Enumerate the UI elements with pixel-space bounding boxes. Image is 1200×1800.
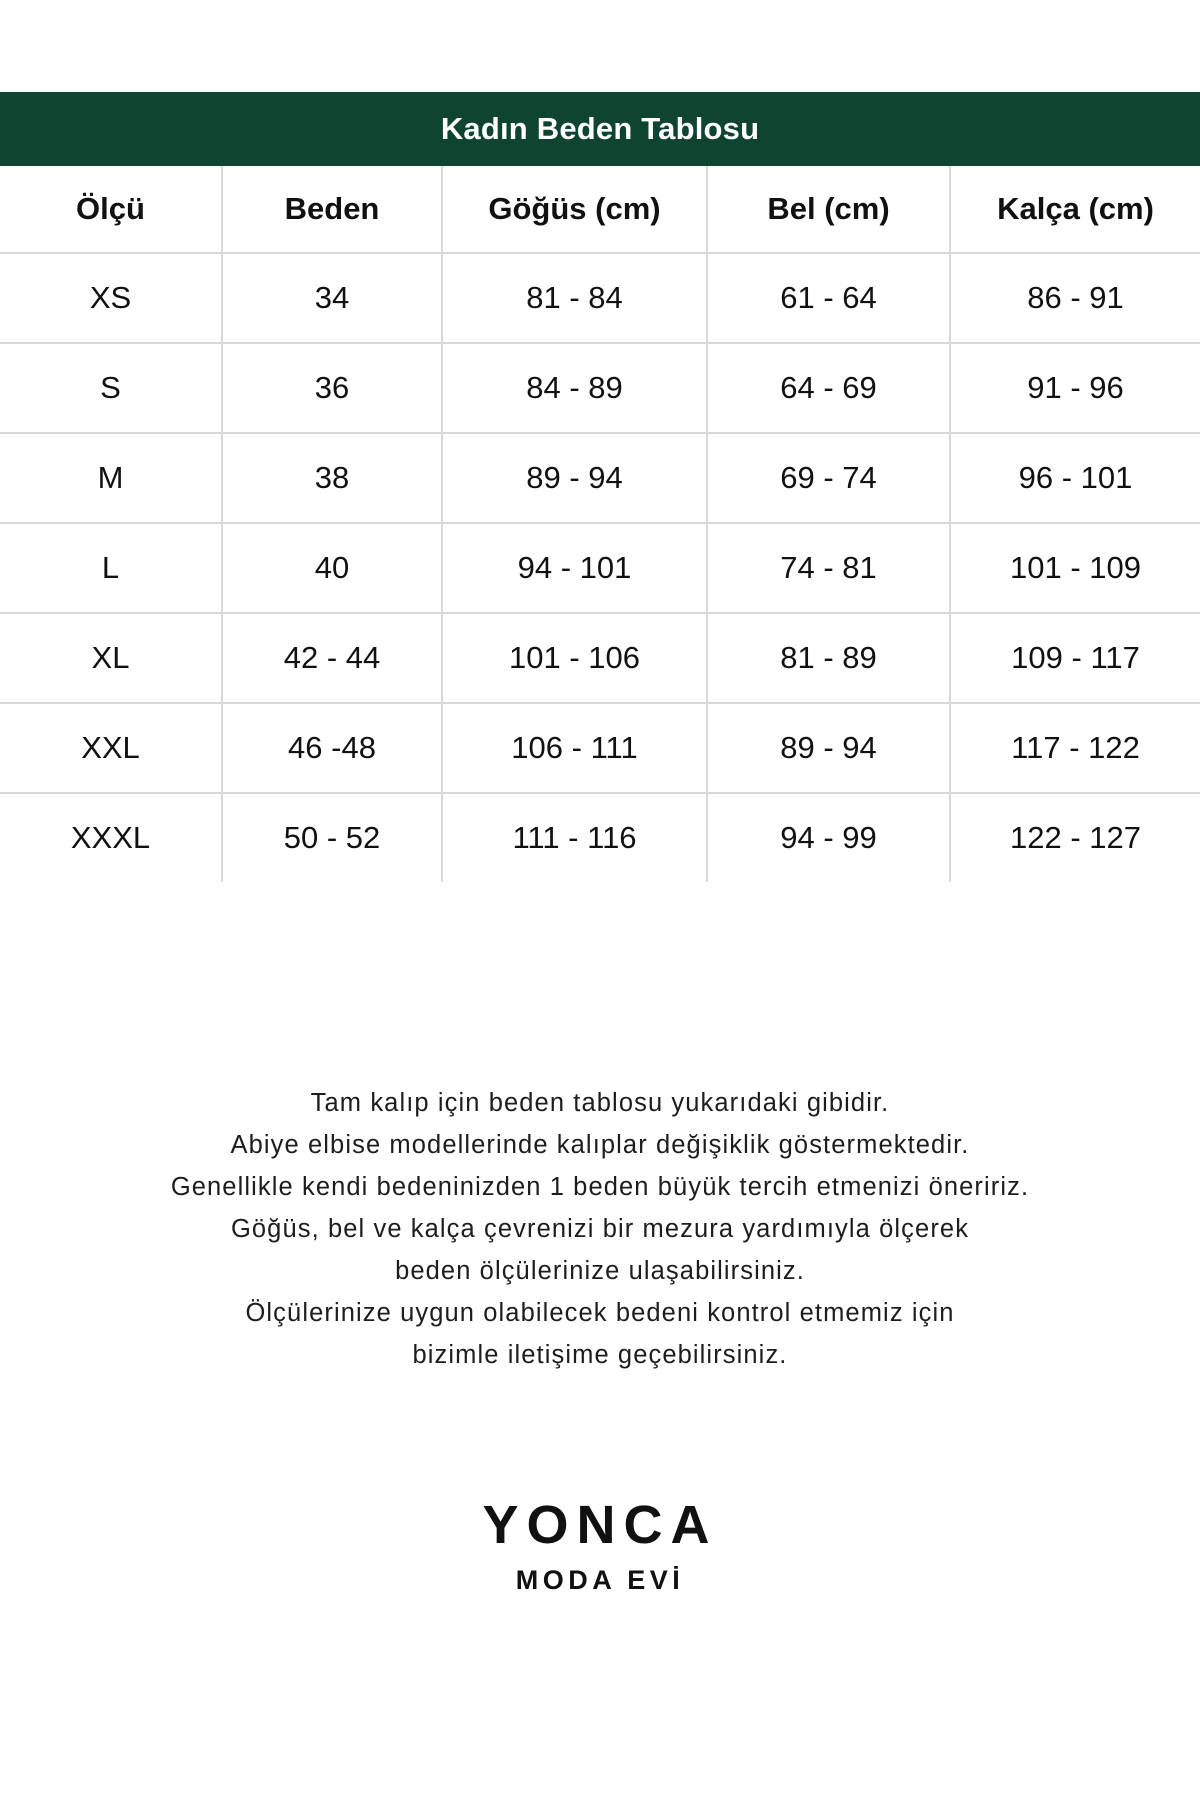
cell-size-label: M (0, 433, 222, 523)
cell-gogus: 94 - 101 (442, 523, 707, 613)
table-row (0, 793, 1200, 882)
column-header-bel: Bel (cm) (707, 166, 950, 253)
cell-beden: 34 (222, 253, 442, 343)
table-row (0, 253, 1200, 343)
size-table-container (0, 92, 1200, 882)
cell-kalca: 117 - 122 (950, 703, 1200, 793)
size-table-title: Kadın Beden Tablosu (0, 92, 1200, 166)
cell-size-label: XXXL (0, 793, 222, 882)
cell-size-label: XS (0, 253, 222, 343)
cell-bel: 74 - 81 (707, 523, 950, 613)
description-line: bizimle iletişime geçebilirsiniz. (412, 1341, 788, 1369)
table-row (0, 703, 1200, 793)
cell-gogus: 111 - 116 (442, 793, 707, 882)
cell-gogus: 81 - 84 (442, 253, 707, 343)
size-table-header-row (0, 166, 1200, 253)
table-row (0, 613, 1200, 703)
cell-beden: 40 (222, 523, 442, 613)
cell-size-label: S (0, 343, 222, 433)
cell-bel: 64 - 69 (707, 343, 950, 433)
description-line: Abiye elbise modellerinde kalıplar değişiklik göstermektedir. (230, 1131, 970, 1159)
size-guide-description (0, 1082, 1200, 1376)
brand-name: YONCA (482, 1495, 718, 1555)
cell-beden: 36 (222, 343, 442, 433)
cell-gogus: 106 - 111 (442, 703, 707, 793)
cell-size-label: XXL (0, 703, 222, 793)
column-header-gogus: Göğüs (cm) (442, 166, 707, 253)
cell-beden: 50 - 52 (222, 793, 442, 882)
cell-bel: 94 - 99 (707, 793, 950, 882)
cell-beden: 38 (222, 433, 442, 523)
column-header-beden: Beden (222, 166, 442, 253)
size-table (0, 92, 1200, 882)
table-row (0, 343, 1200, 433)
cell-gogus: 89 - 94 (442, 433, 707, 523)
table-row (0, 523, 1200, 613)
cell-size-label: L (0, 523, 222, 613)
cell-kalca: 86 - 91 (950, 253, 1200, 343)
description-line: Göğüs, bel ve kalça çevrenizi bir mezura yardımıyla ölçerek (230, 1215, 970, 1243)
cell-kalca: 122 - 127 (950, 793, 1200, 882)
cell-gogus: 84 - 89 (442, 343, 707, 433)
cell-gogus: 101 - 106 (442, 613, 707, 703)
cell-beden: 46 -48 (222, 703, 442, 793)
cell-bel: 81 - 89 (707, 613, 950, 703)
table-row (0, 433, 1200, 523)
cell-beden: 42 - 44 (222, 613, 442, 703)
cell-kalca: 91 - 96 (950, 343, 1200, 433)
size-table-title-row (0, 92, 1200, 166)
cell-size-label: XL (0, 613, 222, 703)
cell-kalca: 96 - 101 (950, 433, 1200, 523)
cell-bel: 69 - 74 (707, 433, 950, 523)
description-line: Genellikle kendi bedeninizden 1 beden büyük tercih etmenizi öneririz. (170, 1173, 1030, 1201)
cell-bel: 61 - 64 (707, 253, 950, 343)
brand-subtitle: MODA EVİ (515, 1565, 685, 1595)
description-line: Ölçülerinize uygun olabilecek bedeni kontrol etmemiz için (245, 1299, 955, 1327)
column-header-olcu: Ölçü (0, 166, 222, 253)
description-line: beden ölçülerinize ulaşabilirsiniz. (395, 1257, 805, 1285)
cell-bel: 89 - 94 (707, 703, 950, 793)
size-table-body (0, 253, 1200, 882)
description-line: Tam kalıp için beden tablosu yukarıdaki gibidir. (310, 1089, 890, 1117)
column-header-kalca: Kalça (cm) (950, 166, 1200, 253)
size-table-head (0, 92, 1200, 253)
brand-logo (0, 1494, 1200, 1596)
cell-kalca: 109 - 117 (950, 613, 1200, 703)
cell-kalca: 101 - 109 (950, 523, 1200, 613)
